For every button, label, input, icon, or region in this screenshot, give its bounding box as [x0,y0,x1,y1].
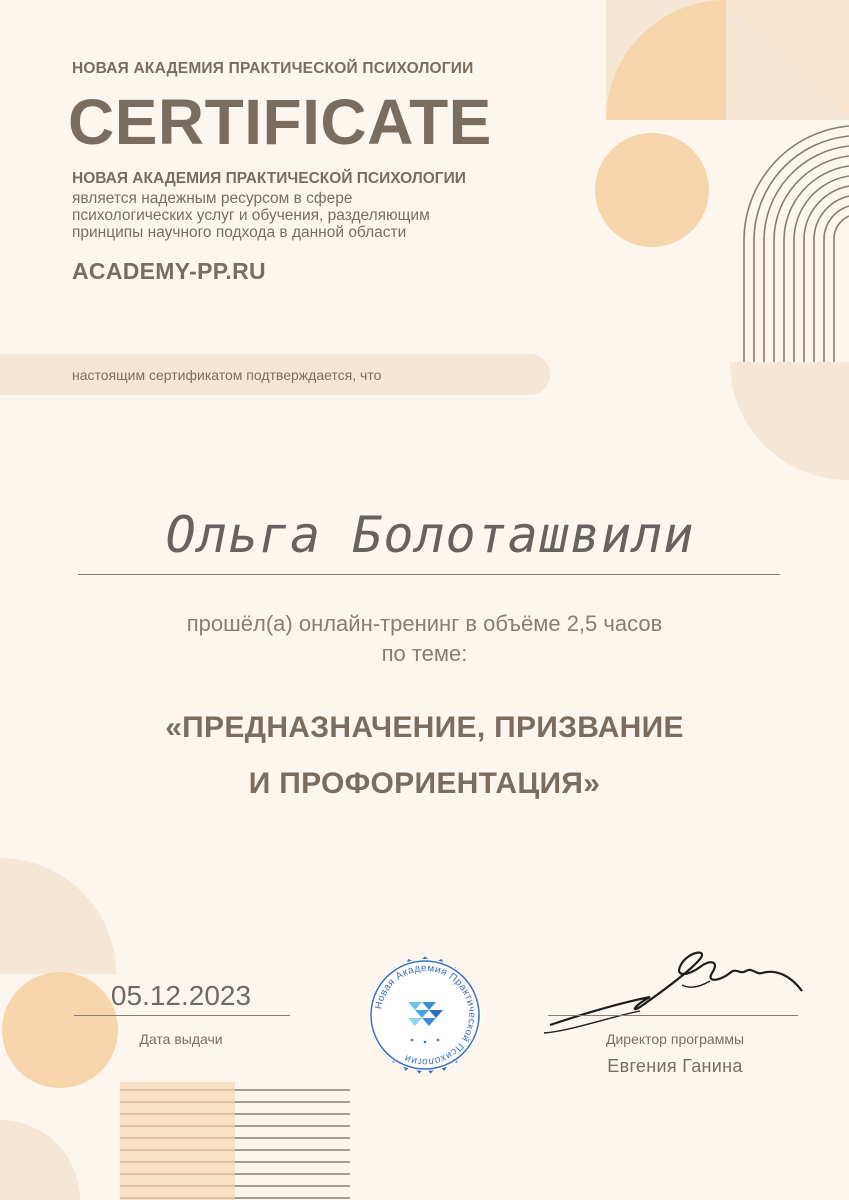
org-description [72,190,512,241]
org-name-top: НОВАЯ АКАДЕМИЯ ПРАКТИЧЕСКОЙ ПСИХОЛОГИИ [72,60,474,77]
director-signature-icon [540,945,810,1040]
issue-date: 05.12.2023 [110,980,252,1011]
topic-line: И ПРОФОРИЕНТАЦИЯ» [248,767,601,800]
confirmation-text: настоящим сертификатом подтверждается, что [72,367,382,383]
completion-line: прошёл(а) онлайн-тренинг в объёме 2,5 часов [186,611,663,636]
deco-corner-peach [120,1082,235,1200]
issue-date-label: Дата выдачи [139,1031,223,1047]
name-underline [78,574,780,575]
deco-arc-bottom-left [0,1120,80,1200]
description-line: психологических услуг и обучения, разделяющим [72,207,430,224]
director-name: Евгения Ганина [607,1056,743,1076]
org-name-description: НОВАЯ АКАДЕМИЯ ПРАКТИЧЕСКОЙ ПСИХОЛОГИИ [72,170,466,187]
description-line: принципы научного подхода в данной области [72,224,407,241]
topic-line: «ПРЕДНАЗНАЧЕНИЕ, ПРИЗВАНИЕ [165,711,684,744]
deco-half-circle-right [730,362,849,480]
signature-underline [548,1015,798,1016]
completion-line: по теме: [381,641,468,666]
recipient-name: Ольга Болоташвили [165,506,695,564]
training-topic [0,700,849,812]
academy-seal-icon [360,950,490,1080]
description-line: является надежным ресурсом в сфере [72,190,353,207]
seal-text: Новая Академия Практической Психологии [373,962,478,1068]
certificate-title: CERTIFICATE [68,86,492,158]
deco-arch-lines [744,126,849,362]
website-link[interactable]: ACADEMY-PP.RU [72,258,266,284]
completion-text [0,609,849,669]
date-underline [74,1015,290,1016]
deco-circle-right [595,133,709,247]
director-label: Директор программы [605,1031,745,1047]
deco-quarter-circle-bottom [0,858,116,974]
